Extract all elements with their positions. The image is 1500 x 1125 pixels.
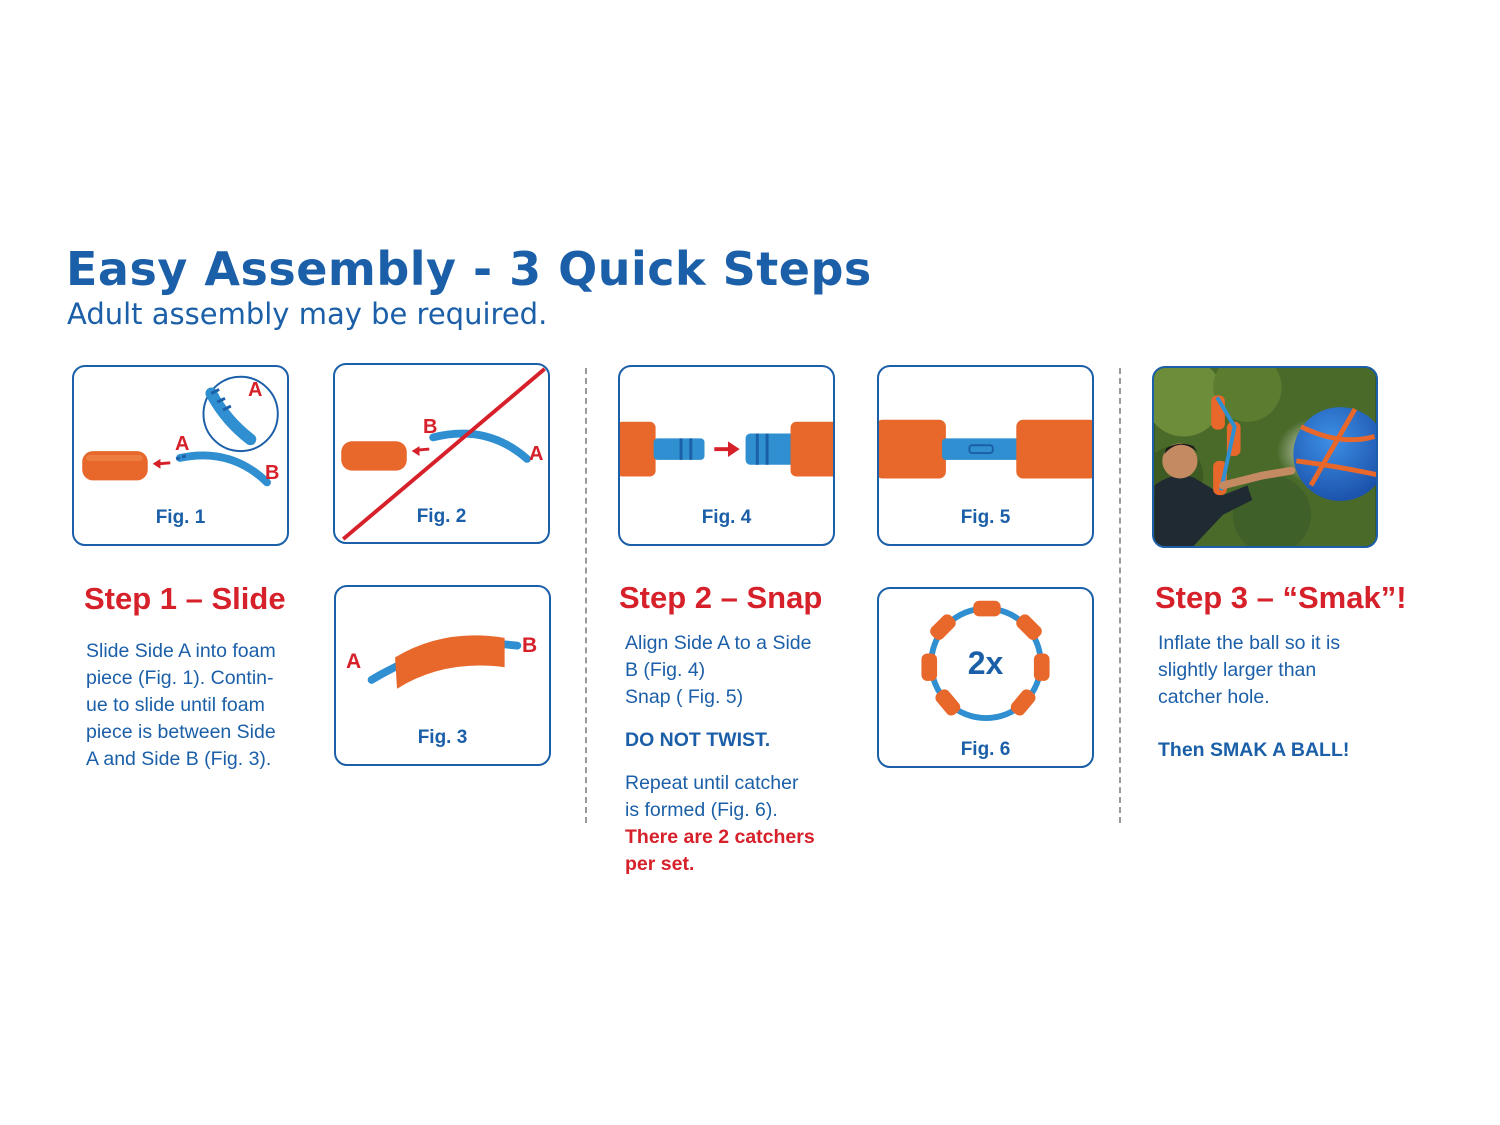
figure-2-marker-b: B: [423, 416, 438, 438]
step-2-warning: DO NOT TWIST.: [625, 729, 771, 751]
section-divider: [1119, 368, 1121, 823]
step-1-line: ue to slide until foam: [86, 694, 265, 716]
step-3-line: slightly larger than: [1158, 659, 1317, 681]
step-2-line: Align Side A to a Side: [625, 632, 812, 654]
step-1-line: piece is between Side: [86, 721, 276, 743]
figure-5: [877, 365, 1094, 546]
step-3-line: Inflate the ball so it is: [1158, 632, 1341, 654]
figure-1-marker-a: A: [175, 433, 190, 455]
step-3-photo: [1152, 366, 1378, 548]
figure-5-label: Fig. 5: [960, 507, 1011, 528]
page-title: Easy Assembly - 3 Quick Steps: [66, 242, 872, 296]
step-1-line: piece (Fig. 1). Contin-: [86, 667, 274, 689]
figure-1: [72, 365, 289, 546]
figure-1-marker-b: B: [265, 462, 280, 484]
figure-3-marker-a: A: [346, 650, 362, 673]
figure-6-badge: 2x: [967, 645, 1004, 681]
step-1-line: Slide Side A into foam: [86, 640, 276, 662]
figure-2-label: Fig. 2: [416, 506, 467, 527]
figure-3-marker-b: B: [522, 634, 538, 657]
figure-6: [877, 587, 1094, 768]
step-1-line: A and Side B (Fig. 3).: [86, 748, 272, 770]
figure-2-marker-a: A: [529, 443, 544, 465]
step-3-callout: Then SMAK A BALL!: [1158, 739, 1350, 761]
kid-catching-ball-image: [1154, 368, 1376, 546]
step-3-title: Step 3 – “Smak”!: [1155, 580, 1407, 615]
figure-2: [333, 363, 550, 544]
figure-4: [618, 365, 835, 546]
figure-4-label: Fig. 4: [701, 507, 752, 528]
figure-6-label: Fig. 6: [960, 739, 1011, 760]
section-divider: [585, 368, 587, 823]
step-2-repeat-line: Repeat until catcher: [625, 772, 799, 794]
step-2-title: Step 2 – Snap: [619, 580, 823, 615]
step-2-note-line: There are 2 catchers: [625, 826, 815, 848]
step-3-description: [1158, 630, 1360, 764]
step-2-line: B (Fig. 4): [625, 659, 706, 681]
page-subtitle: Adult assembly may be required.: [67, 297, 548, 331]
step-2-note-line: per set.: [625, 853, 695, 875]
figure-3: [334, 585, 551, 766]
step-2-description: [625, 630, 830, 878]
figure-1-inset-marker-a: A: [248, 379, 263, 401]
step-2-repeat-line: is formed (Fig. 6).: [625, 799, 778, 821]
figure-3-label: Fig. 3: [417, 727, 468, 748]
step-1-title: Step 1 – Slide: [84, 581, 286, 616]
figure-1-label: Fig. 1: [155, 507, 206, 528]
step-1-description: [86, 638, 296, 773]
step-2-line: Snap ( Fig. 5): [625, 686, 744, 708]
step-3-line: catcher hole.: [1158, 686, 1270, 708]
